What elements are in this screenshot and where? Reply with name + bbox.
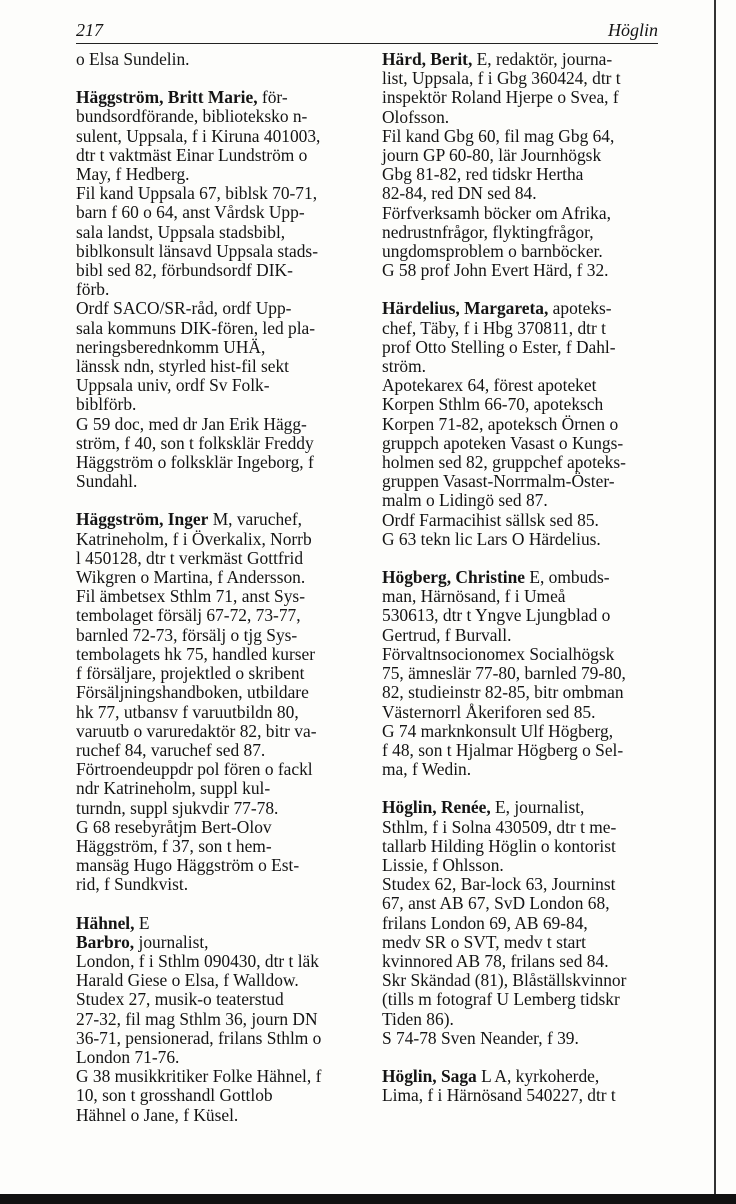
- entry-line: 36-71, pensionerad, frilans Sthlm o: [76, 1027, 322, 1048]
- entry-line: turndn, suppl sjukvdir 77-78.: [76, 797, 279, 818]
- entry-line: Gbg 81-82, red tidskr Hertha: [382, 164, 584, 185]
- entry-line: Sthlm, f i Solna 430509, dtr t me-: [382, 816, 617, 837]
- entry-line: tallarb Hilding Höglin o kontorist: [382, 835, 616, 856]
- entry-line: gruppen Vasast-Norrmalm-Öster-: [382, 471, 615, 492]
- entry-line: Hähnel o Jane, f Küsel.: [76, 1104, 239, 1125]
- page-header: [76, 16, 658, 44]
- entry-paragraph: [76, 914, 366, 991]
- entry-name: Höglin, Saga: [382, 1065, 477, 1086]
- page-edge-line: [714, 0, 716, 1204]
- entry-name: Hähnel,: [76, 912, 135, 933]
- entry-line: M, varuchef,: [208, 509, 303, 530]
- entry-line: apoteks-: [548, 298, 612, 319]
- entry-paragraph: [382, 568, 660, 645]
- header-rule: [76, 43, 658, 44]
- entry-line: Tiden 86).: [382, 1008, 454, 1029]
- entry-line: biblkonsult länsavd Uppsala stads-: [76, 240, 318, 261]
- entry-line: biblförb.: [76, 394, 137, 415]
- entry-line: barnled 72-73, försälj o tjg Sys-: [76, 624, 298, 645]
- entry-line: ström.: [382, 356, 426, 377]
- entry-line: Fil kand Gbg 60, fil mag Gbg 64,: [382, 125, 615, 146]
- entry-paragraph: [76, 990, 366, 1067]
- entry-line: mansäg Hugo Häggström o Est-: [76, 855, 300, 876]
- entry-line: neringsberednkomm UHÄ,: [76, 336, 266, 357]
- entry-line: Ordf Farmacihist sällsk sed 85.: [382, 509, 599, 530]
- entry-line: 530613, dtr t Yngve Ljungblad o: [382, 605, 611, 626]
- entry-line: bibl sed 82, förbundsordf DIK-: [76, 260, 293, 281]
- entry-line: tembolaget försälj 67-72, 73-77,: [76, 605, 301, 626]
- entry-line: journ GP 60-80, lär Journhögsk: [382, 145, 602, 166]
- entry-paragraph: [382, 127, 660, 204]
- biography-entry: [76, 50, 366, 69]
- entry-line: Gertrud, f Burvall.: [382, 624, 512, 645]
- running-head: Höglin: [607, 20, 658, 40]
- biography-entry: [76, 914, 366, 1125]
- entry-line: Försäljningshandboken, utbildare: [76, 682, 309, 703]
- biography-entry: [76, 510, 366, 894]
- entry-line: sulent, Uppsala, f i Kiruna 401003,: [76, 125, 321, 146]
- entry-line: inspektör Roland Hjerpe o Svea, f: [382, 87, 619, 108]
- entry-line: G 74 marknkonsult Ulf Högberg,: [382, 720, 614, 741]
- entry-line: Katrineholm, f i Överkalix, Norrb: [76, 528, 312, 549]
- entry-line: Korpen Sthlm 66-70, apoteksch: [382, 394, 604, 415]
- entry-line: bundsordförande, biblioteksko n-: [76, 106, 308, 127]
- entry-paragraph: [76, 50, 366, 69]
- entry-line: för-: [257, 87, 288, 108]
- entry-line: E, journalist,: [490, 797, 585, 818]
- entry-paragraph: [382, 722, 660, 780]
- entry-name: Härd, Berit,: [382, 49, 473, 69]
- left-column: [76, 50, 366, 1144]
- entry-line: kvinnored AB 78, frilans sed 84.: [382, 950, 609, 971]
- page-number: 217: [76, 20, 103, 40]
- entry-line: 75, ämneslär 77-80, barnled 79-80,: [382, 663, 626, 684]
- entry-line: sala kommuns DIK-fören, led pla-: [76, 317, 316, 338]
- entry-line: Förfverksamh böcker om Afrika,: [382, 202, 611, 223]
- biography-entry: [382, 1067, 660, 1105]
- entry-line: May, f Hedberg.: [76, 164, 190, 185]
- entry-paragraph: [382, 971, 660, 1029]
- biography-entry: [382, 798, 660, 1048]
- entry-line: ruchef 84, varuchef sed 87.: [76, 739, 266, 760]
- scan-bottom-edge: [0, 1194, 736, 1204]
- entry-paragraph: [382, 1029, 660, 1048]
- entry-line: barn f 60 o 64, anst Vårdsk Upp-: [76, 202, 305, 223]
- entry-paragraph: [382, 261, 660, 280]
- entry-paragraph: [76, 184, 366, 299]
- entry-line: rid, f Sundkvist.: [76, 874, 189, 895]
- entry-line: Häggström o folksklär Ingeborg, f: [76, 452, 314, 473]
- entry-line: varuutb o varuredaktör 82, bitr va-: [76, 720, 317, 741]
- entry-paragraph: [76, 510, 366, 587]
- entry-line: 82, studieinstr 82-85, bitr ombman: [382, 682, 624, 703]
- entry-line: Förtroendeuppdr pol fören o fackl: [76, 759, 313, 780]
- entry-line: Uppsala univ, ordf Sv Folk-: [76, 375, 270, 396]
- entry-line: Fil kand Uppsala 67, biblsk 70-71,: [76, 183, 318, 204]
- entry-line: tembolagets hk 75, handled kurser: [76, 643, 316, 664]
- entry-line: Olofsson.: [382, 106, 450, 127]
- entry-paragraph: [76, 587, 366, 760]
- entry-line: Wikgren o Martina, f Andersson.: [76, 567, 306, 588]
- entry-line: ndr Katrineholm, suppl kul-: [76, 778, 271, 799]
- entry-line: Barbro,: [76, 931, 135, 952]
- entry-line: E: [134, 912, 150, 933]
- entry-paragraph: [382, 511, 660, 530]
- entry-line: list, Uppsala, f i Gbg 360424, dtr t: [382, 68, 621, 89]
- entry-line: London 71-76.: [76, 1046, 180, 1067]
- entry-line: Studex 27, musik-o teaterstud: [76, 989, 284, 1010]
- entry-name: Häggström, Inger: [76, 509, 209, 530]
- entry-line: G 38 musikkritiker Folke Hähnel, f: [76, 1066, 322, 1087]
- entry-line: journalist,: [134, 931, 209, 952]
- entry-line: Harald Giese o Elsa, f Walldow.: [76, 970, 299, 991]
- entry-line: G 59 doc, med dr Jan Erik Hägg-: [76, 413, 307, 434]
- entry-line: hk 77, utbansv f varuutbildn 80,: [76, 701, 299, 722]
- entry-line: f 48, son t Hjalmar Högberg o Sel-: [382, 739, 624, 760]
- entry-line: E, ombuds-: [524, 567, 610, 588]
- entry-line: 67, anst AB 67, SvD London 68,: [382, 893, 610, 914]
- entry-line: G 63 tekn lic Lars O Härdelius.: [382, 528, 601, 549]
- entry-paragraph: [382, 530, 660, 549]
- entry-name: Högberg, Christine: [382, 567, 525, 588]
- entry-paragraph: [76, 415, 366, 492]
- entry-line: dtr t vaktmäst Einar Lundström o: [76, 144, 308, 165]
- entry-line: man, Härnösand, f i Umeå: [382, 586, 566, 607]
- entry-line: (tills m fotograf U Lemberg tidskr: [382, 989, 620, 1010]
- entry-name: Härdelius, Margareta,: [382, 298, 549, 319]
- entry-line: Korpen 71-82, apoteksch Örnen o: [382, 413, 619, 434]
- entry-paragraph: [382, 875, 660, 971]
- entry-name: Häggström, Britt Marie,: [76, 87, 258, 108]
- entry-line: Fil ämbetsex Sthlm 71, anst Sys-: [76, 586, 305, 607]
- entry-line: Lima, f i Härnösand 540227, dtr t: [382, 1085, 616, 1106]
- entry-line: holmen sed 82, gruppchef apoteks-: [382, 452, 626, 473]
- entry-line: chef, Täby, f i Hbg 370811, dtr t: [382, 317, 606, 338]
- entry-paragraph: [76, 1067, 366, 1125]
- entry-line: frilans London 69, AB 69-84,: [382, 912, 588, 933]
- entry-line: ström, f 40, son t folksklär Freddy: [76, 432, 314, 453]
- entry-name: Höglin, Renée,: [382, 797, 491, 818]
- entry-paragraph: [76, 299, 366, 414]
- entry-paragraph: [382, 376, 660, 510]
- entry-line: London, f i Sthlm 090430, dtr t läk: [76, 950, 319, 971]
- entry-line: 27-32, fil mag Sthlm 36, journ DN: [76, 1008, 318, 1029]
- entry-line: gruppch apoteken Vasast o Kungs-: [382, 432, 624, 453]
- entry-line: G 58 prof John Evert Härd, f 32.: [382, 260, 609, 281]
- entry-line: L A, kyrkoherde,: [476, 1065, 600, 1086]
- entry-paragraph: [382, 1067, 660, 1105]
- entry-line: förb.: [76, 279, 110, 300]
- entry-line: Studex 62, Bar-lock 63, Journinst: [382, 874, 616, 895]
- entry-line: malm o Lidingö sed 87.: [382, 490, 548, 511]
- entry-line: Sundahl.: [76, 471, 138, 492]
- entry-line: Lissie, f Ohlsson.: [382, 854, 504, 875]
- entry-paragraph: [382, 299, 660, 376]
- entry-paragraph: [382, 645, 660, 722]
- entry-paragraph: [382, 798, 660, 875]
- entry-line: Skr Skändad (81), Blåställskvinnor: [382, 970, 627, 991]
- biography-entry: [382, 50, 660, 280]
- entry-line: Ordf SACO/SR-råd, ordf Upp-: [76, 298, 292, 319]
- entry-paragraph: [76, 88, 366, 184]
- entry-line: Förvaltnsocionomex Socialhögsk: [382, 643, 615, 664]
- entry-paragraph: [382, 204, 660, 262]
- entry-line: S 74-78 Sven Neander, f 39.: [382, 1027, 579, 1048]
- biography-entry: [382, 299, 660, 549]
- entry-paragraph: [76, 760, 366, 818]
- entry-line: nedrustnfrågor, flyktingfrågor,: [382, 221, 594, 242]
- entry-line: o Elsa Sundelin.: [76, 49, 190, 69]
- entry-line: f försäljare, projektled o skribent: [76, 663, 305, 684]
- entry-line: prof Otto Stelling o Ester, f Dahl-: [382, 336, 616, 357]
- entry-line: sala landst, Uppsala stadsbibl,: [76, 221, 286, 242]
- entry-line: 10, son t grosshandl Gottlob: [76, 1085, 273, 1106]
- entry-paragraph: [382, 50, 660, 127]
- entry-line: Västernorrl Åkeriforen sed 85.: [382, 701, 596, 722]
- entry-line: Häggström, f 37, son t hem-: [76, 835, 272, 856]
- entry-line: E, redaktör, journa-: [472, 49, 613, 69]
- entry-line: ungdomsproblem o barnböcker.: [382, 241, 603, 262]
- entry-line: länssk ndn, styrled hist-fil sekt: [76, 356, 290, 377]
- entry-paragraph: [76, 818, 366, 895]
- biography-entry: [76, 88, 366, 491]
- entry-line: 82-84, red DN sed 84.: [382, 183, 537, 204]
- right-column: [382, 50, 660, 1124]
- entry-line: ma, f Wedin.: [382, 759, 472, 780]
- biography-entry: [382, 568, 660, 779]
- entry-line: medv SR o SVT, medv t start: [382, 931, 587, 952]
- entry-line: l 450128, dtr t verkmäst Gottfrid: [76, 547, 304, 568]
- entry-line: G 68 resebyråtjm Bert-Olov: [76, 816, 272, 837]
- entry-line: Apotekarex 64, förest apoteket: [382, 375, 597, 396]
